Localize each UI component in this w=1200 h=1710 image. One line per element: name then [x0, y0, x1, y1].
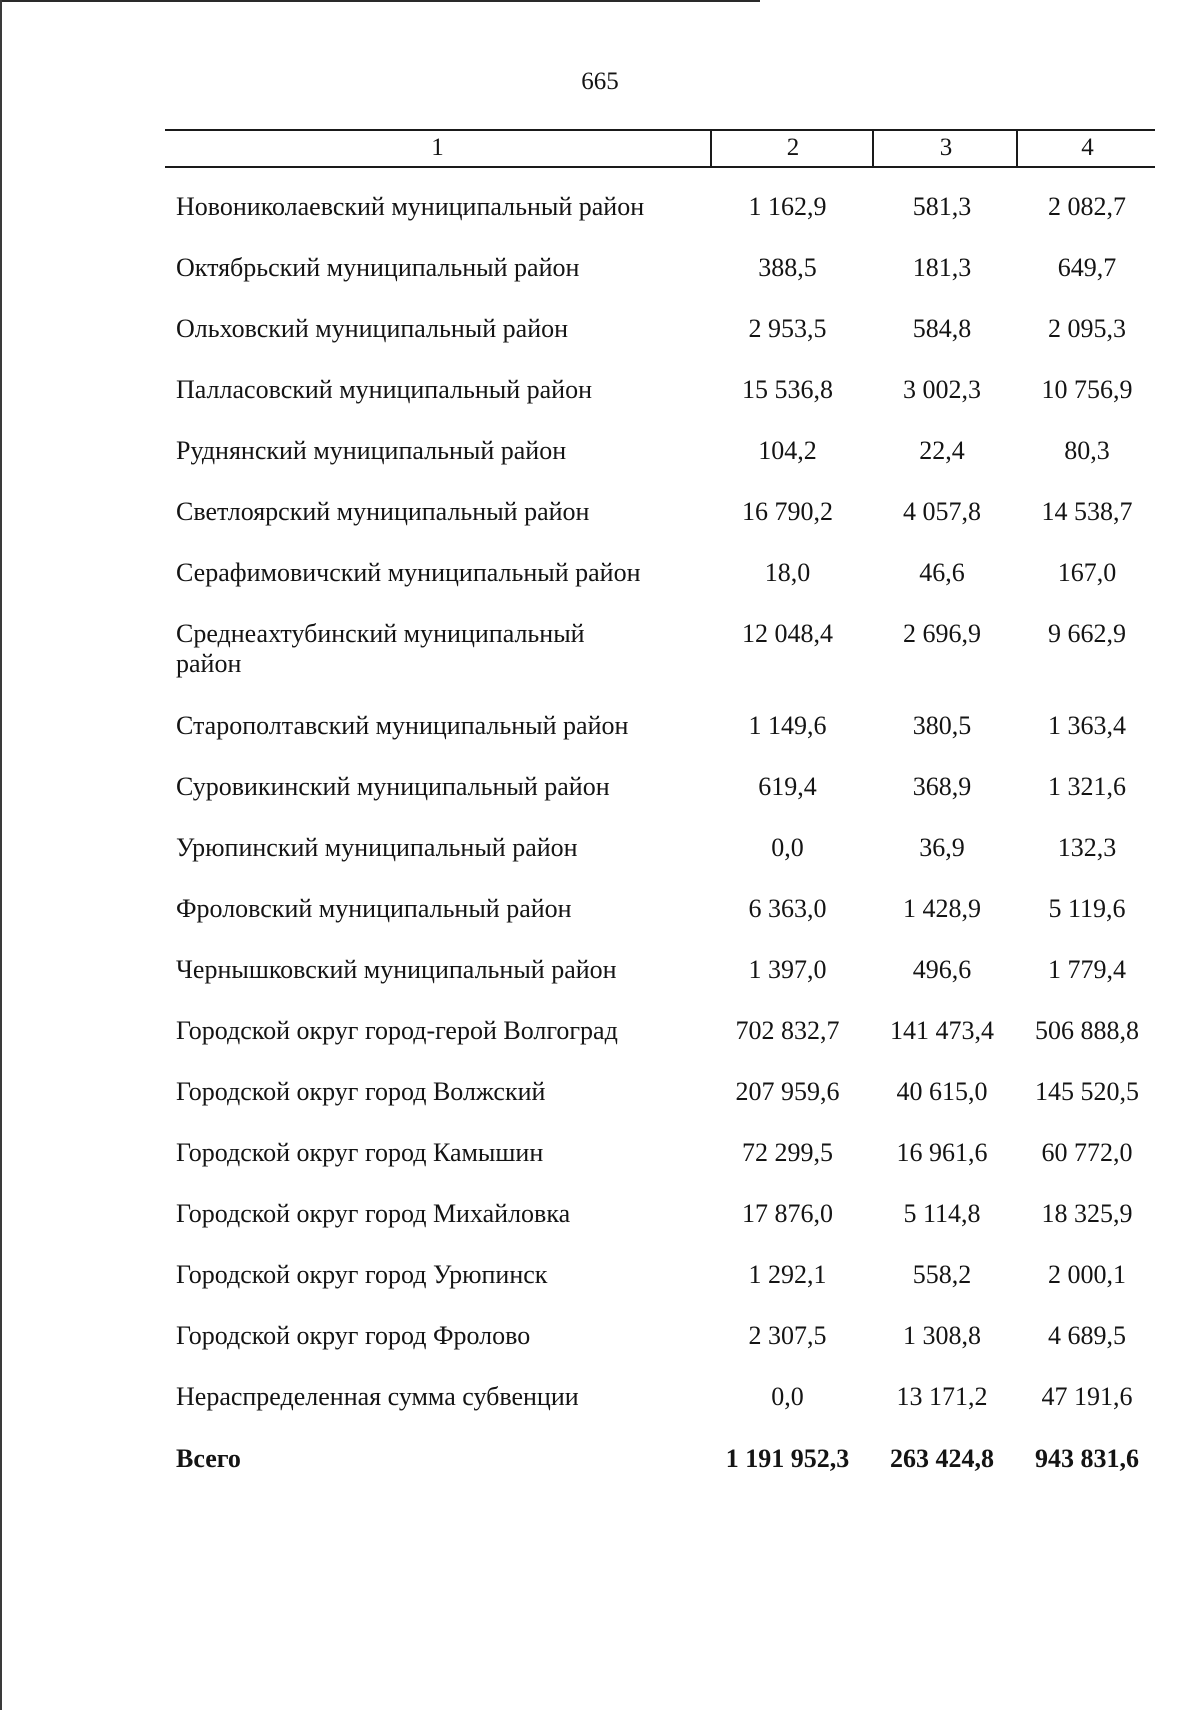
row-name: Руднянский муниципальный район [176, 436, 567, 465]
row-name: Урюпинский муниципальный район [176, 833, 578, 862]
row-name: Чернышковский муниципальный район [176, 955, 617, 984]
row-value-col4: 649,7 [1057, 253, 1117, 282]
row-value-col4: 80,3 [1064, 436, 1110, 465]
row-value-col4: 145 520,5 [1035, 1077, 1139, 1106]
row-value-col3: 181,3 [912, 253, 972, 282]
row-value-col3: 558,2 [912, 1260, 972, 1289]
row-value-col4: 2 095,3 [1048, 314, 1126, 343]
row-value-col2: 2 953,5 [748, 314, 827, 343]
row-name: Городской округ город Михайловка [176, 1199, 571, 1228]
row-value-col2: 18,0 [764, 558, 811, 587]
page-number: 665 [581, 68, 619, 95]
column-header-4: 4 [1016, 131, 1157, 166]
row-value-col2: 104,2 [758, 436, 817, 465]
row-value-col2: 2 307,5 [748, 1321, 827, 1350]
row-value-col2: 17 876,0 [742, 1199, 833, 1228]
row-value-col3: 1 428,9 [903, 894, 981, 923]
row-value-col3: 3 002,3 [903, 375, 981, 404]
row-value-col3: 380,5 [912, 711, 972, 740]
row-value-col3: 16 961,6 [896, 1138, 988, 1167]
row-value-col3: 1 308,8 [903, 1321, 981, 1350]
row-value-col4: 1 321,6 [1048, 772, 1126, 801]
row-value-col3: 496,6 [912, 955, 972, 984]
row-value-col4: 506 888,8 [1035, 1016, 1139, 1045]
total-label: Всего [176, 1444, 241, 1473]
total-value-col3: 263 424,8 [890, 1444, 994, 1473]
row-value-col3: 141 473,4 [890, 1016, 994, 1045]
row-value-col2: 0,0 [771, 1382, 804, 1411]
row-value-col3: 4 057,8 [903, 497, 981, 526]
row-value-col2: 6 363,0 [748, 894, 827, 923]
row-value-col2: 16 790,2 [742, 497, 833, 526]
row-name: Светлоярский муниципальный район [176, 497, 590, 526]
row-value-col3: 2 696,9 [903, 619, 981, 648]
row-value-col3: 36,9 [919, 833, 965, 862]
row-value-col2: 1 149,6 [748, 711, 827, 740]
row-value-col4: 1 779,4 [1048, 955, 1126, 984]
row-value-col2: 619,4 [758, 772, 817, 801]
row-name: Городской округ город Фролово [176, 1321, 531, 1350]
row-value-col2: 0,0 [771, 833, 804, 862]
row-name: Новониколаевский муниципальный район [176, 192, 645, 221]
row-name: Среднеахтубинский муниципальный район [176, 619, 585, 678]
row-name: Городской округ город Камышин [176, 1138, 544, 1167]
row-value-col3: 368,9 [912, 772, 972, 801]
row-value-col4: 5 119,6 [1048, 894, 1126, 923]
total-value-col2: 1 191 952,3 [725, 1444, 850, 1473]
row-value-col2: 12 048,4 [742, 619, 833, 648]
row-value-col2: 15 536,8 [742, 375, 833, 404]
row-name: Городской округ город Урюпинск [176, 1260, 548, 1289]
row-value-col2: 72 299,5 [742, 1138, 833, 1167]
row-value-col4: 14 538,7 [1041, 497, 1133, 526]
row-value-col4: 4 689,5 [1048, 1321, 1126, 1350]
row-name: Суровикинский муниципальный район [176, 772, 610, 801]
row-value-col4: 132,3 [1057, 833, 1117, 862]
total-value-col4: 943 831,6 [1035, 1444, 1139, 1473]
scan-edge-top [0, 0, 760, 2]
row-value-col4: 18 325,9 [1041, 1199, 1133, 1228]
row-name: Нераспределенная сумма субвенции [176, 1382, 579, 1411]
row-value-col4: 9 662,9 [1048, 619, 1126, 648]
row-value-col3: 40 615,0 [896, 1077, 988, 1106]
row-value-col2: 388,5 [758, 253, 817, 282]
column-header-3: 3 [872, 131, 1018, 166]
row-value-col4: 167,0 [1057, 558, 1117, 587]
column-header-2: 2 [710, 131, 874, 166]
row-value-col3: 22,4 [919, 436, 965, 465]
row-value-col4: 10 756,9 [1041, 375, 1133, 404]
row-value-col4: 2 000,1 [1048, 1260, 1126, 1289]
row-value-col4: 2 082,7 [1048, 192, 1126, 221]
row-value-col2: 1 162,9 [748, 192, 827, 221]
row-value-col4: 60 772,0 [1041, 1138, 1133, 1167]
scan-edge-left [0, 0, 2, 1710]
row-name: Ольховский муниципальный район [176, 314, 569, 343]
row-value-col2: 1 397,0 [748, 955, 827, 984]
row-value-col2: 1 292,1 [748, 1260, 827, 1289]
row-name: Городской округ город-герой Волгоград [176, 1016, 618, 1045]
row-value-col3: 581,3 [912, 192, 972, 221]
table-header [165, 129, 1155, 168]
row-value-col3: 5 114,8 [903, 1199, 981, 1228]
row-name: Фроловский муниципальный район [176, 894, 572, 923]
row-name: Городской округ город Волжский [176, 1077, 546, 1106]
row-name: Старополтавский муниципальный район [176, 711, 629, 740]
row-value-col4: 47 191,6 [1041, 1382, 1133, 1411]
row-value-col3: 13 171,2 [896, 1382, 988, 1411]
row-value-col3: 46,6 [919, 558, 965, 587]
row-value-col4: 1 363,4 [1048, 711, 1126, 740]
row-name: Октябрьский муниципальный район [176, 253, 580, 282]
row-value-col2: 207 959,6 [735, 1077, 840, 1106]
row-name: Серафимовичский муниципальный район [176, 558, 641, 587]
column-header-1: 1 [431, 134, 444, 161]
row-value-col2: 702 832,7 [735, 1016, 840, 1045]
row-value-col3: 584,8 [912, 314, 972, 343]
row-name: Палласовский муниципальный район [176, 375, 592, 404]
